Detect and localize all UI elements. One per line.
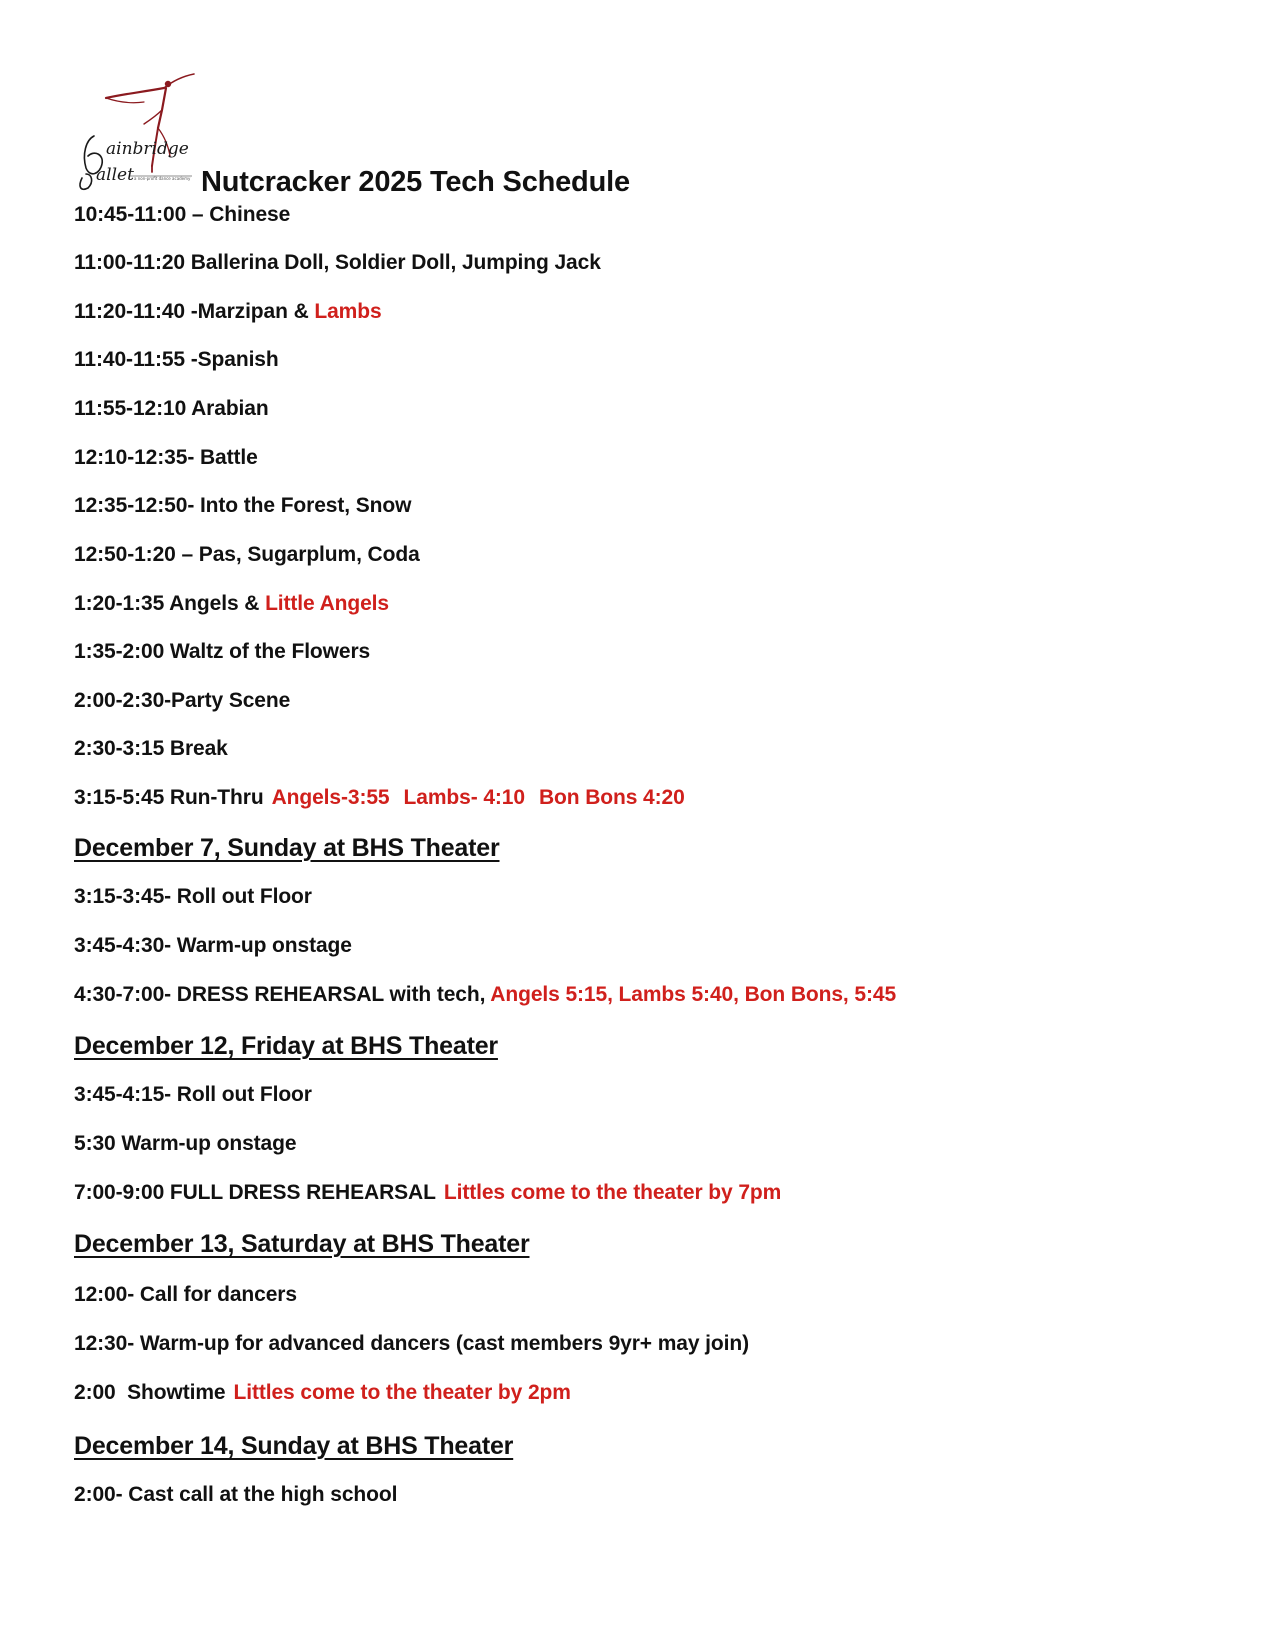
schedule-line: 12:35-12:50- Into the Forest, Snow [74,494,412,517]
schedule-line: 12:00- Call for dancers [74,1283,297,1306]
schedule-line: 11:00-11:20 Ballerina Doll, Soldier Doll, Jumping Jack [74,251,601,274]
highlight-text: Little Angels [265,592,389,615]
dancer-logo-icon [72,70,197,195]
schedule-line: 3:15-5:45 Run-Thru Angels-3:55 Lambs- 4:10 Bon Bons 4:20 [74,786,685,809]
schedule-line: 12:30- Warm-up for advanced dancers (cast members 9yr+ may join) [74,1332,749,1355]
schedule-line: 2:00- Cast call at the high school [74,1483,398,1506]
schedule-line: 3:45-4:30- Warm-up onstage [74,934,352,957]
highlight-text: Angels 5:15, Lambs 5:40, Bon Bons, 5:45 [490,983,897,1006]
schedule-line: 1:20-1:35 Angels & Little Angels [74,592,389,615]
section-heading: December 12, Friday at BHS Theater [74,1032,498,1060]
highlight-text: Bon Bons 4:20 [538,786,685,809]
logo-tagline: a non-profit dance academy [134,176,191,181]
logo-script-bottom: allet [96,165,134,185]
bainbridge-ballet-logo [72,70,197,195]
section-heading: December 14, Sunday at BHS Theater [74,1432,514,1460]
section-heading: December 13, Saturday at BHS Theater [74,1230,530,1258]
schedule-line: 3:15-3:45- Roll out Floor [74,885,312,908]
highlight-text: Lambs- 4:10 [403,786,525,809]
schedule-line: 11:20-11:40 -Marzipan & Lambs [74,300,382,323]
highlight-text: Lambs [314,300,382,323]
schedule-line: 12:50-1:20 – Pas, Sugarplum, Coda [74,543,420,566]
logo-script-top: ainbridge [106,139,189,159]
schedule-line: 2:00-2:30-Party Scene [74,689,291,712]
schedule-line: 11:55-12:10 Arabian [74,397,269,420]
schedule-line: 11:40-11:55 -Spanish [74,348,279,371]
schedule-line: 2:30-3:15 Break [74,737,228,760]
highlight-text: Littles come to the theater by 7pm [443,1181,782,1204]
schedule-line: 7:00-9:00 FULL DRESS REHEARSAL Littles come to the theater by 7pm [74,1181,782,1204]
schedule-line: 10:45-11:00 – Chinese [74,203,291,226]
highlight-text: Angels-3:55 [271,786,390,809]
schedule-line: 2:00 Showtime Littles come to the theater by 2pm [74,1381,571,1404]
page-title: Nutcracker 2025 Tech Schedule [201,166,630,198]
highlight-text: Littles come to the theater by 2pm [233,1381,571,1404]
schedule-line: 12:10-12:35- Battle [74,446,258,469]
schedule-line: 3:45-4:15- Roll out Floor [74,1083,312,1106]
schedule-line: 5:30 Warm-up onstage [74,1132,297,1155]
schedule-line: 1:35-2:00 Waltz of the Flowers [74,640,371,663]
section-heading: December 7, Sunday at BHS Theater [74,834,500,862]
schedule-line: 4:30-7:00- DRESS REHEARSAL with tech, Angels 5:15, Lambs 5:40, Bon Bons, 5:45 [74,983,897,1006]
